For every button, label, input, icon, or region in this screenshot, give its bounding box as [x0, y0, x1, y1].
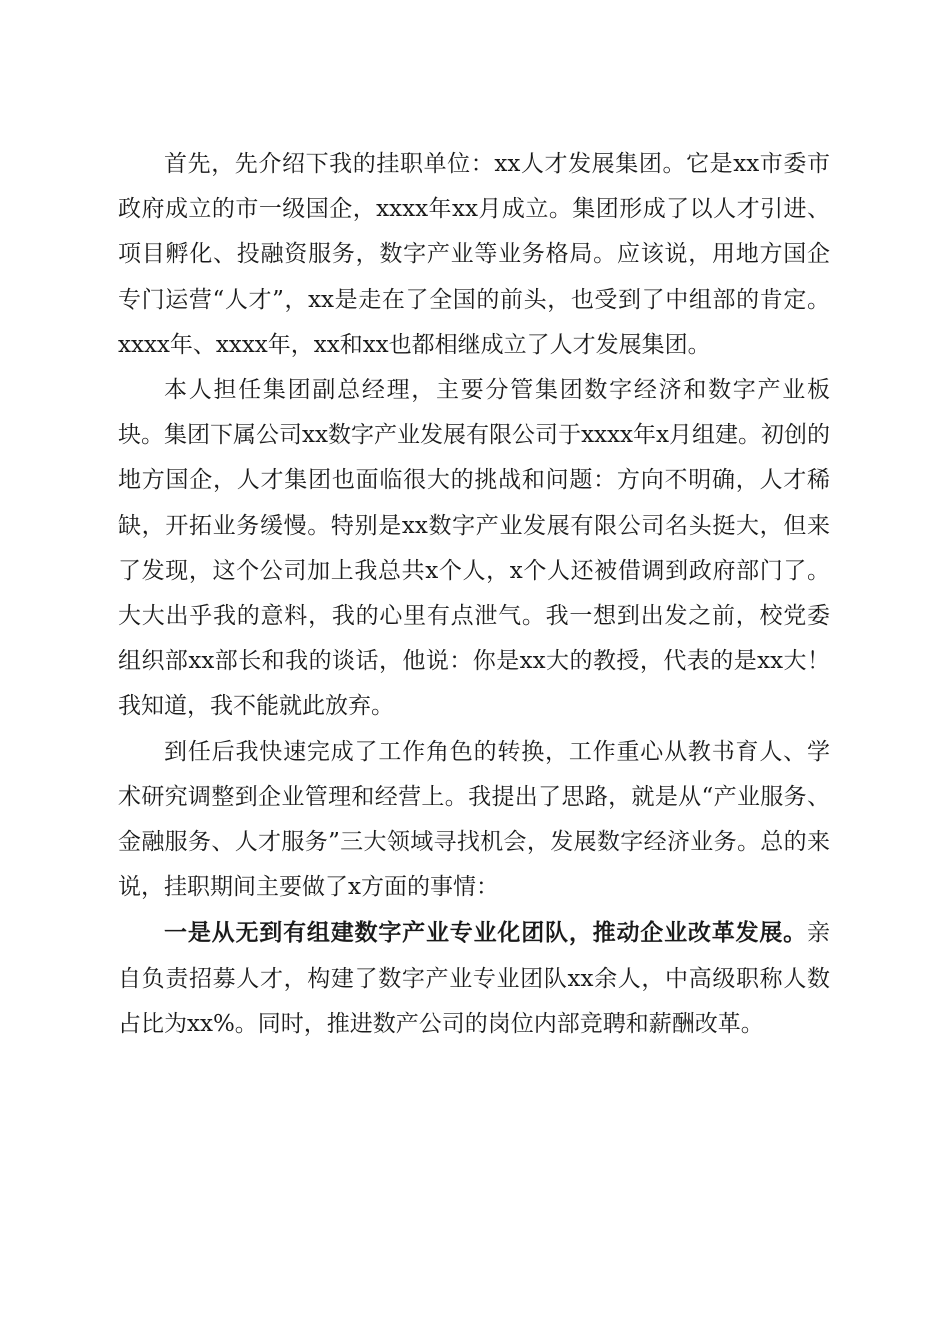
paragraph-role-and-challenges: 本人担任集团副总经理，主要分管集团数字经济和数字产业板块。集团下属公司xx数字产业发展有限公司于xxxx年x月组建。初创的地方国企，人才集团也面临很大的挑战和问题：方向不明确，人才稀缺，开拓业务缓慢。特别是xx数字产业发展有限公司名头挺大，但来了发现，这个公司加上我总共x个人，x个人还被借调到政府部门了。大大出乎我的意料，我的心里有点泄气。我一想到出发之前，校党委组织部xx部长和我的谈话，他说：你是xx大的教授，代表的是xx大！我知道，我不能就此放弃。 — [118, 377, 830, 720]
paragraph-work-approach: 到任后我快速完成了工作角色的转换，工作重心从教书育人、学术研究调整到企业管理和经营上。我提出了思路，就是从“产业服务、金融服务、人才服务”三大领域寻找机会，发展数字经济业务。总的来说，挂职期间主要做了x方面的事情： — [118, 738, 830, 901]
paragraph-lead-heading: 一是从无到有组建数字产业专业化团队，推动企业改革发展。 — [164, 919, 807, 947]
paragraph-team-building — [118, 910, 830, 1047]
paragraph-body-text: 亲自负责招募人才，构建了数字产业专业团队xx余人，中高级职称人数占比为xx%。同时，推进数产公司的岗位内部竞聘和薪酬改革。 — [118, 920, 830, 1037]
document-body — [118, 142, 830, 1047]
paragraph-unit-intro: 首先，先介绍下我的挂职单位：xx人才发展集团。它是xx市委市政府成立的市一级国企，xxxx年xx月成立。集团形成了以人才引进、项目孵化、投融资服务，数字产业等业务格局。应该说，用地方国企专门运营“人才”，xx是走在了全国的前头，也受到了中组部的肯定。xxxx年、xxxx年，xx和xx也都相继成立了人才发展集团。 — [118, 151, 830, 358]
